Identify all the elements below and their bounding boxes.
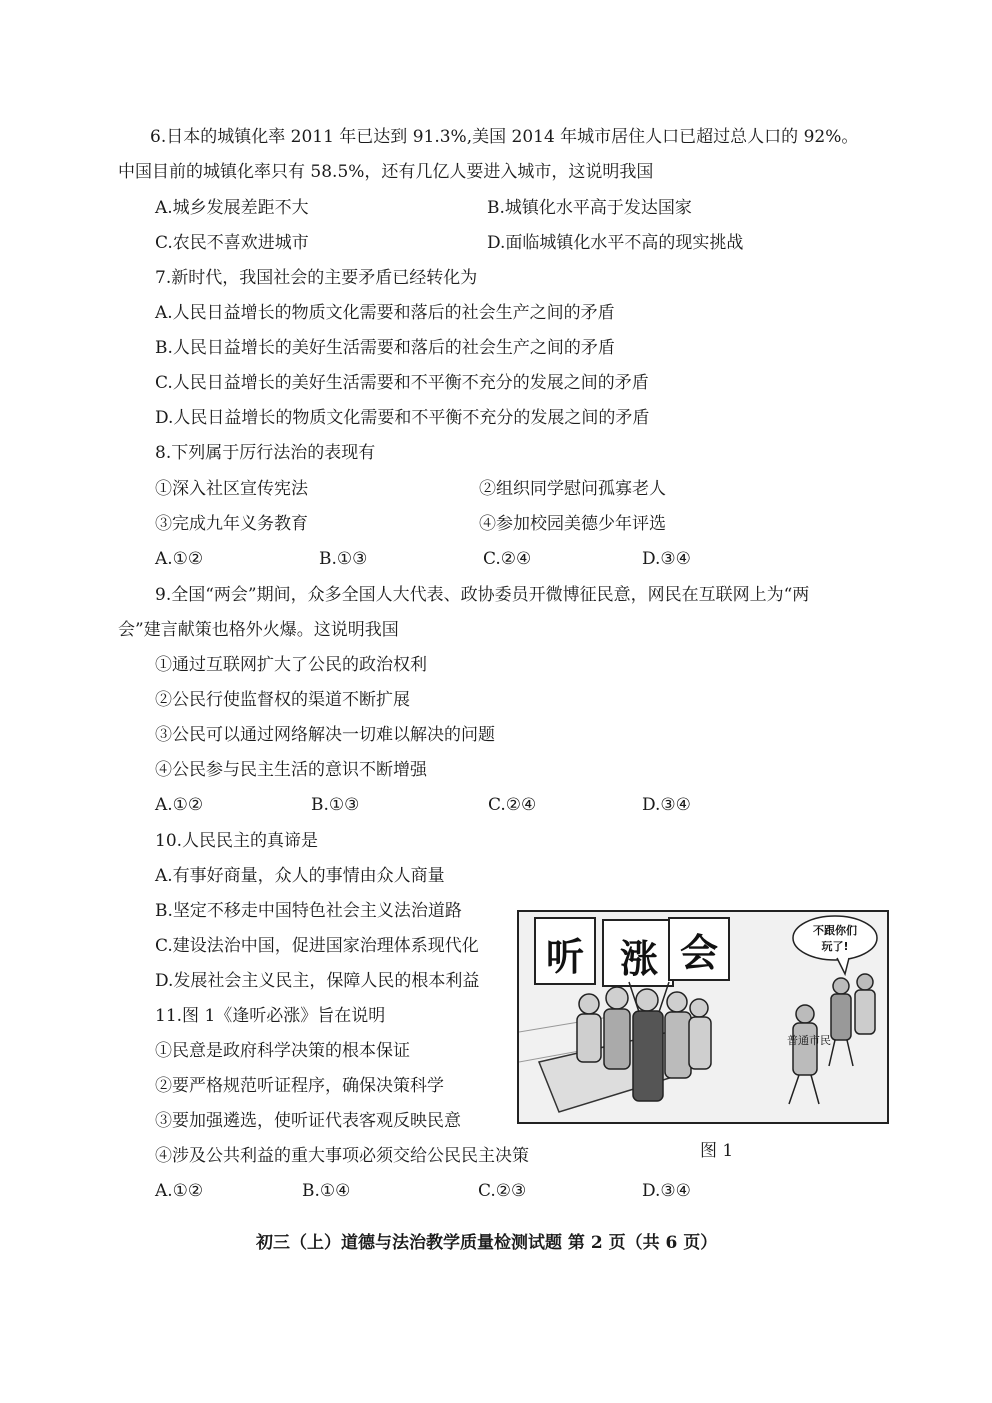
q9-item-2: ②公民行使监督权的渠道不断扩展 — [155, 690, 410, 710]
page-footer: 初三（上）道德与法治教学质量检测试题 第 2 页（共 6 页） — [256, 1233, 718, 1253]
q9-item-1: ①通过互联网扩大了公民的政治权利 — [155, 655, 427, 675]
q10-stem: 10.人民民主的真谛是 — [155, 831, 319, 851]
q11-stem: 11.图 1《逢听必涨》旨在说明 — [155, 1006, 386, 1026]
q8-item-1: ①深入社区宣传宪法 — [155, 479, 308, 499]
cartoon-drawing — [519, 912, 887, 1122]
q8-option-a: A.①② — [155, 549, 204, 569]
q11-item-2: ②要严格规范听证程序，确保决策科学 — [155, 1076, 444, 1096]
q11-item-1: ①民意是政府科学决策的根本保证 — [155, 1041, 410, 1061]
q7-option-c: C.人民日益增长的美好生活需要和不平衡不充分的发展之间的矛盾 — [155, 373, 649, 393]
q9-option-a: A.①② — [155, 795, 204, 815]
q6-option-c: C.农民不喜欢进城市 — [155, 233, 309, 253]
q8-item-4: ④参加校园美德少年评选 — [479, 514, 666, 534]
q11-option-d: D.③④ — [642, 1181, 691, 1201]
citizen-label: 普通市民 — [787, 1034, 831, 1047]
q11-option-b: B.①④ — [302, 1181, 351, 1201]
q6-option-d: D.面临城镇化水平不高的现实挑战 — [487, 233, 744, 253]
sign-char-3: 会 — [679, 931, 719, 975]
q9-option-c: C.②④ — [488, 795, 537, 815]
q10-option-b: B.坚定不移走中国特色社会主义法治道路 — [155, 901, 462, 921]
q7-option-a: A.人民日益增长的物质文化需要和落后的社会生产之间的矛盾 — [155, 303, 615, 323]
q7-option-d: D.人民日益增长的物质文化需要和不平衡不充分的发展之间的矛盾 — [155, 408, 650, 428]
q8-item-2: ②组织同学慰问孤寡老人 — [479, 479, 666, 499]
q6-option-a: A.城乡发展差距不大 — [155, 198, 309, 218]
figure-1-cartoon — [517, 910, 889, 1124]
sign-char-2: 涨 — [619, 937, 659, 981]
q6-stem-line1: 6.日本的城镇化率 2011 年已达到 91.3%,美国 2014 年城市居住人口已超过总人口的 92%。 — [150, 127, 859, 147]
q9-stem-line2: 会”建言献策也格外火爆。这说明我国 — [118, 620, 399, 640]
q9-item-3: ③公民可以通过网络解决一切难以解决的问题 — [155, 725, 495, 745]
q6-stem-line2: 中国目前的城镇化率只有 58.5%，还有几亿人要进入城市，这说明我国 — [118, 162, 654, 182]
q8-option-c: C.②④ — [483, 549, 532, 569]
speech-bubble — [793, 916, 877, 960]
sign-char-1: 听 — [545, 935, 585, 979]
q10-option-c: C.建设法治中国，促进国家治理体系现代化 — [155, 936, 479, 956]
q8-item-3: ③完成九年义务教育 — [155, 514, 308, 534]
q9-option-d: D.③④ — [642, 795, 691, 815]
q11-option-a: A.①② — [155, 1181, 204, 1201]
q10-option-d: D.发展社会主义民主，保障人民的根本利益 — [155, 971, 480, 991]
q7-option-b: B.人民日益增长的美好生活需要和落后的社会生产之间的矛盾 — [155, 338, 615, 358]
q7-stem: 7.新时代，我国社会的主要矛盾已经转化为 — [155, 268, 478, 288]
speech-line-2: 玩了! — [821, 940, 849, 953]
q9-stem-line1: 9.全国“两会”期间，众多全国人大代表、政协委员开微博征民意，网民在互联网上为“两 — [155, 585, 810, 605]
q11-option-c: C.②③ — [478, 1181, 527, 1201]
q6-option-b: B.城镇化水平高于发达国家 — [487, 198, 692, 218]
figure-1-caption: 图 1 — [700, 1141, 734, 1161]
q8-option-d: D.③④ — [642, 549, 691, 569]
q11-item-3: ③要加强遴选，使听证代表客观反映民意 — [155, 1111, 461, 1131]
q9-option-b: B.①③ — [311, 795, 360, 815]
speech-line-1: 不跟你们 — [813, 924, 857, 937]
q11-item-4: ④涉及公共利益的重大事项必须交给公民民主决策 — [155, 1146, 529, 1166]
q10-option-a: A.有事好商量，众人的事情由众人商量 — [155, 866, 445, 886]
q9-item-4: ④公民参与民主生活的意识不断增强 — [155, 760, 427, 780]
q8-option-b: B.①③ — [319, 549, 368, 569]
q8-stem: 8.下列属于厉行法治的表现有 — [155, 443, 376, 463]
